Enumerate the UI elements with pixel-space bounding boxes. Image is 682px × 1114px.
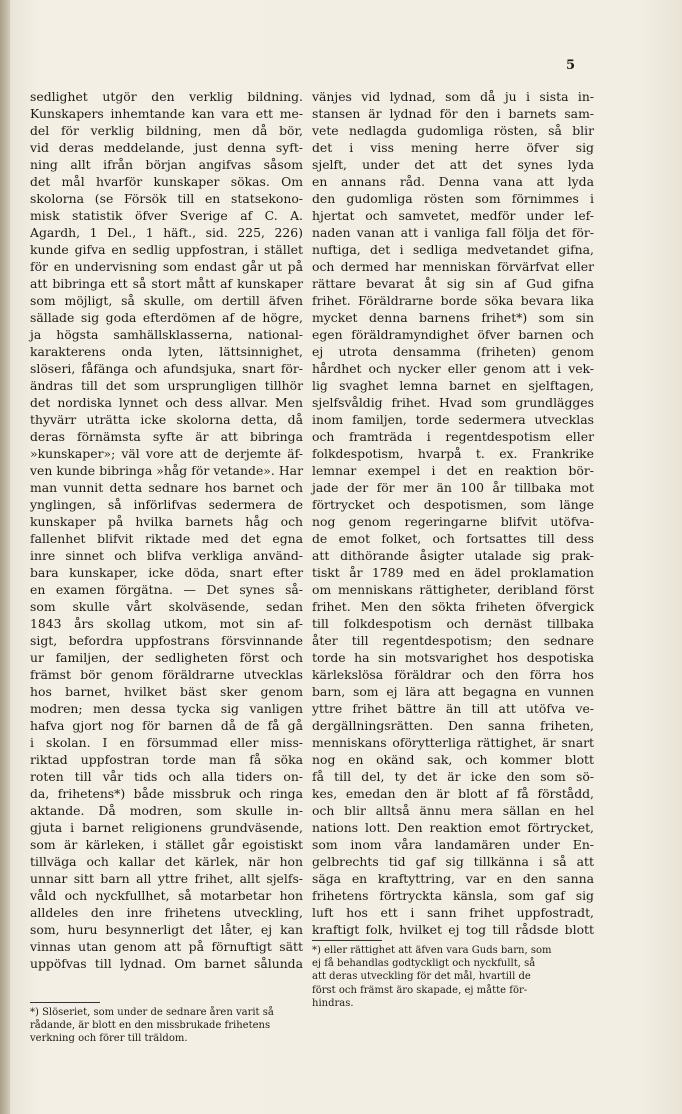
text-line: gjuta i barnet religionens grundväsende, <box>30 820 303 835</box>
text-line: thyvärr uträtta icke skolorna detta, då <box>30 412 303 427</box>
footnote-text <box>30 1006 303 1046</box>
text-line: om menniskans rättigheter, deribland först <box>312 582 594 597</box>
left-text-column <box>30 88 303 972</box>
text-line: få till del, ty det är icke den som sö- <box>312 769 594 784</box>
text-line: ning allt ifrån början angifvas såsom <box>30 157 303 172</box>
text-line: inom familjen, torde sedermera utvecklas <box>312 412 594 427</box>
text-line: *) eller rättighet att äfven vara Guds barn, som <box>312 945 552 956</box>
text-line: nations lott. Den reaktion emot förtrycket, <box>312 820 594 835</box>
text-line: slöseri, fåfänga och afundsjuka, snart för- <box>30 361 303 376</box>
text-line: och blir alltså ännu mera sällan en hel <box>312 803 594 818</box>
right-footnote <box>312 936 594 1010</box>
text-line: kes, emedan den är blott af få förstådd, <box>312 786 594 801</box>
text-line: frihet. Men den sökta friheten öfvergick <box>312 599 594 614</box>
footnote-rule <box>30 1002 100 1003</box>
page-number: 5 <box>566 58 576 73</box>
text-line: naden vanan att i vanliga fall följa det för- <box>312 225 594 240</box>
text-line: åter till regentdespotism; den sednare <box>312 633 594 648</box>
text-line: unnar sitt barn all yttre frihet, allt sjelfs- <box>30 871 303 886</box>
text-line: sjelft, under det att det synes lyda <box>312 157 594 172</box>
text-line: verkning och förer till träldom. <box>30 1033 188 1045</box>
text-line: sällade sig goda efterdömen af de högre, <box>30 310 303 325</box>
text-line: barn, som ej lära att begagna en vunnen <box>312 684 594 699</box>
text-line: som inom våra landamären under En- <box>312 837 594 852</box>
text-line: stansen är lydnad för den i barnets sam- <box>312 106 594 121</box>
text-line: vinnas utan genom att på förnuftigt sätt <box>30 939 303 954</box>
text-line: att deras utveckling för det mål, hvartill de <box>312 971 531 983</box>
text-line: hafva gjort nog för barnen då de få gå <box>30 718 303 733</box>
text-line: först och främst äro skapade, ej måtte för- <box>312 984 528 996</box>
text-line: *) Slöseriet, som under de sednare åren varit så <box>30 1007 274 1018</box>
text-line: att bibringa ett så stort mått af kunskaper <box>30 276 303 291</box>
text-line: da, frihetens*) både missbruk och ringa <box>30 786 303 801</box>
text-line: att dithörande åsigter utalade sig prak- <box>312 548 594 563</box>
text-line: jade der för mer än 100 år tillbaka mot <box>312 480 594 495</box>
page-spine-shadow <box>0 0 10 1114</box>
text-line: för en undervisning som endast går ut på <box>30 259 303 274</box>
text-line: ven kunde bibringa »håg för vetande». Har <box>30 463 303 478</box>
text-line: säga en kraftyttring, var en den sanna <box>312 871 594 886</box>
text-line: frihet. Föräldrarne borde söka bevara lika <box>312 293 594 308</box>
text-line: hos barnet, hvilket bäst sker genom <box>30 684 303 699</box>
text-line: nuftiga, det i sedliga medvetandet gifna, <box>312 242 594 257</box>
text-line: fallenhet blifvit riktade med det egna <box>30 531 303 546</box>
text-line: del för verklig bildning, men då bör, <box>30 123 303 138</box>
text-line: rättare bevarat åt sig sin af Gud gifna <box>312 276 594 291</box>
text-line: det mål hvarför kunskaper sökas. Om <box>30 174 303 189</box>
text-line: förtrycket och despotismen, som länge <box>312 497 594 512</box>
text-line: tillväga och kallar det kärlek, när hon <box>30 854 303 869</box>
text-line: som, huru besynnerligt det låter, ej kan <box>30 922 303 937</box>
text-line: och dermed har menniskan förvärfvat eller <box>312 259 594 274</box>
text-line: luft hos ett i sann frihet uppfostradt, <box>312 905 594 920</box>
text-line: roten till vår tids och alla tiders on- <box>30 769 303 784</box>
text-line: de emot folket, och fortsattes till dess <box>312 531 594 546</box>
text-line: inre sinnet och blifva verkliga använd- <box>30 548 303 563</box>
text-line: vänjes vid lydnad, som då ju i sista in- <box>312 89 594 104</box>
text-line: modren; men dessa tycka sig vanligen <box>30 701 303 716</box>
text-line: våld och nyckfullhet, så motarbetar hon <box>30 888 303 903</box>
text-line: yttre frihet bättre än till att utöfva ve- <box>312 701 594 716</box>
text-line: vete nedlagda gudomliga rösten, så blir <box>312 123 594 138</box>
text-line: bara kunskaper, icke döda, snart efter <box>30 565 303 580</box>
text-line: karakterens onda lyten, lättsinnighet, <box>30 344 303 359</box>
text-line: torde ha sin motsvarighet hos despotiska <box>312 650 594 665</box>
text-line: rådande, är blott en den missbrukade frihetens <box>30 1020 271 1032</box>
text-line: lemnar exempel i det en reaktion bör- <box>312 463 594 478</box>
text-line: riktad uppfostran torde man få söka <box>30 752 303 767</box>
text-line: gelbrechts tid gaf sig tillkänna i så att <box>312 854 594 869</box>
text-line: en examen förgätna. — Det synes så- <box>30 582 303 597</box>
text-line: i skolan. I en försummad eller miss- <box>30 735 303 750</box>
text-line: deras förnämsta syfte är att bibringa <box>30 429 303 444</box>
footnote-rule <box>312 940 382 941</box>
right-text-column <box>312 88 594 938</box>
text-line: nog genom regeringarne blifvit utöfva- <box>312 514 594 529</box>
text-line: skolorna (se Försök till en statsekono- <box>30 191 303 206</box>
text-line: alldeles den inre frihetens utveckling, <box>30 905 303 920</box>
text-line: kunde gifva en sedlig uppfostran, i stället <box>30 242 303 257</box>
text-line: det nordiska lynnet och dess allvar. Men <box>30 395 303 410</box>
text-line: mycket denna barnens frihet*) som sin <box>312 310 594 325</box>
text-line: hindras. <box>312 997 354 1009</box>
text-line: det i viss mening herre öfver sig <box>312 140 594 155</box>
text-line: hårdhet och nycker eller genom att i vek- <box>312 361 594 376</box>
text-line: främst bör genom föräldrarne utvecklas <box>30 667 303 682</box>
text-line: ja högsta samhällsklasserna, national- <box>30 327 303 342</box>
text-line: tiskt år 1789 med en ädel proklamation <box>312 565 594 580</box>
text-line: hjertat och samvetet, medför under lef- <box>312 208 594 223</box>
text-line: som möjligt, så skulle, om dertill äfven <box>30 293 303 308</box>
text-line: den gudomliga rösten som förnimmes i <box>312 191 594 206</box>
text-line: som är kärleken, i stället går egoistiskt <box>30 837 303 852</box>
text-line: ändras till det som ursprungligen tillhör <box>30 378 303 393</box>
text-line: och framträda i regentdespotism eller <box>312 429 594 444</box>
text-line: nog en okänd sak, och kommer blott <box>312 752 594 767</box>
text-line: uppöfvas till lydnad. Om barnet sålunda <box>30 956 303 971</box>
text-line: egen föräldramyndighet öfver barnen och <box>312 327 594 342</box>
text-line: till folkdespotism och dernäst tillbaka <box>312 616 594 631</box>
text-line: kunskaper på hvilka barnets håg och <box>30 514 303 529</box>
left-footnote <box>30 998 303 1046</box>
text-line: man vunnit detta sednare hos barnet och <box>30 480 303 495</box>
text-line: misk statistik öfver Sverige af C. A. <box>30 208 303 223</box>
text-line: Kunskapers inhemtande kan vara ett me- <box>30 106 303 121</box>
text-line: kärlekslösa föräldrar och den förra hos <box>312 667 594 682</box>
text-line: frihetens förtryckta känsla, som gaf sig <box>312 888 594 903</box>
text-line: menniskans oförytterliga rättighet, är snart <box>312 735 594 750</box>
text-line: ej få behandlas godtyckligt och nyckfullt, så <box>312 958 536 970</box>
text-line: kraftigt folk, hvilket ej tog till rådsde blott <box>312 922 594 937</box>
text-line: lig svaghet lemna barnet en sjelftagen, <box>312 378 594 393</box>
footnote-text <box>312 944 594 1010</box>
text-line: ur familjen, der sedligheten först och <box>30 650 303 665</box>
text-line: sigt, befordra uppfostrans försvinnande <box>30 633 303 648</box>
text-line: sedlighet utgör den verklig bildning. <box>30 89 303 104</box>
text-line: en annans råd. Denna vana att lyda <box>312 174 594 189</box>
text-line: dergällningsrätten. Den sanna friheten, <box>312 718 594 733</box>
text-line: 1843 års skollag utkom, mot sin af- <box>30 616 303 631</box>
text-line: vid deras meddelande, just denna syft- <box>30 140 303 155</box>
text-line: aktande. Då modren, som skulle in- <box>30 803 303 818</box>
text-line: folkdespotism, hvarpå t. ex. Frankrike <box>312 446 594 461</box>
text-line: sjelfsvåldig frihet. Hvad som grundlägges <box>312 395 594 410</box>
text-line: Agardh, 1 Del., 1 häft., sid. 225, 226) <box>30 225 303 240</box>
text-line: ej utrota densamma (friheten) genom <box>312 344 594 359</box>
text-line: ynglingen, så införlifvas sedermera de <box>30 497 303 512</box>
text-line: som skulle vårt skolväsende, sedan <box>30 599 303 614</box>
text-line: »kunskaper»; väl vore att de derjemte äf- <box>30 446 303 461</box>
